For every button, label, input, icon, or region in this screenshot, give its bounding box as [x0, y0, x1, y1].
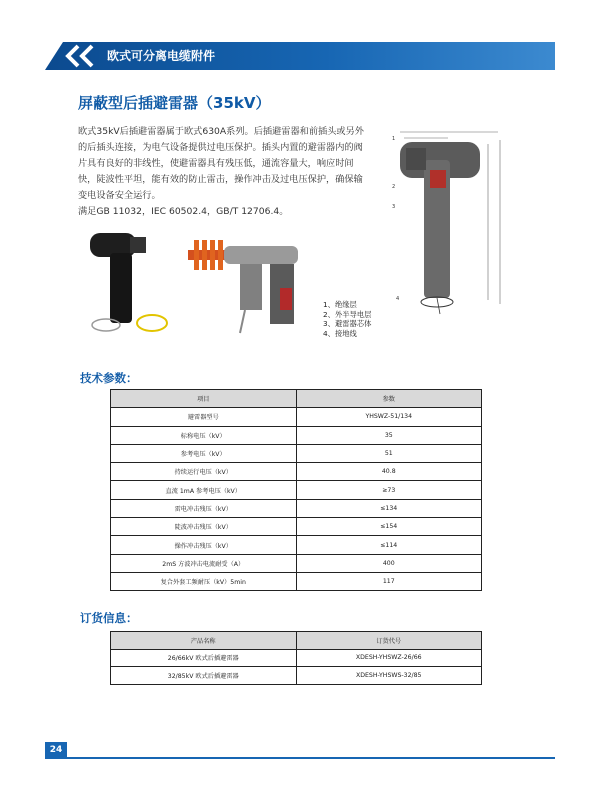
table-cell: 操作冲击残压（kV）: [111, 536, 297, 554]
table-cell: XDESH-YHSWZ-26/66: [296, 649, 482, 667]
page-title: 屏蔽型后插避雷器（35kV）: [78, 94, 271, 112]
table-cell: 直流 1mA 参考电压（kV）: [111, 481, 297, 499]
table-cell: ≤134: [296, 499, 482, 517]
table-row: [111, 444, 482, 462]
table-header-row: [111, 632, 482, 650]
page-number: 24: [45, 742, 67, 759]
table-cell: 参考电压（kV）: [111, 444, 297, 462]
table-cell: ≤114: [296, 536, 482, 554]
table-cell: 32/85kV 欧式后插避雷器: [111, 667, 297, 685]
tech-params-heading: 技术参数：: [80, 371, 138, 385]
column-header: 产品名称: [111, 632, 297, 650]
table-row: [111, 426, 482, 444]
table-cell: ≥73: [296, 481, 482, 499]
component-legend: [323, 300, 371, 338]
table-cell: 陡波冲击残压（kV）: [111, 518, 297, 536]
table-cell: 复合外套工频耐压（kV）5min: [111, 572, 297, 590]
legend-item: 4、接地线: [323, 328, 357, 338]
header-notch: [45, 42, 63, 70]
table-row: [111, 499, 482, 517]
table-cell: XDESH-YHSWS-32/85: [296, 667, 482, 685]
column-header: 项目: [111, 390, 297, 408]
table-row: [111, 408, 482, 426]
table-row: [111, 481, 482, 499]
table-cell: 避雷器型号: [111, 408, 297, 426]
intro-text: [78, 124, 370, 220]
table-row: [111, 536, 482, 554]
table-cell: ≤154: [296, 518, 482, 536]
diagram-label-1: 1: [392, 136, 396, 142]
table-cell: YHSWZ-51/134: [296, 408, 482, 426]
diagram-label-4: 4: [396, 296, 400, 302]
legend-item: 3、避雷器芯体: [323, 319, 372, 328]
intro-paragraph: 欧式35kV后插避雷器属于欧式630A系列。后插避雷器和前插头或另外的后插头连接，为电气设备提供过电压保护。插头内置的避雷器内的阀片具有良好的非线性，使避雷器具有残压低，通流容量大，响应时间快，陡波性平坦，能有效的防止雷击，操作冲击及过电压保护，确保输变电设备安全运行。: [78, 126, 364, 201]
table-header-row: [111, 390, 482, 408]
table-cell: 400: [296, 554, 482, 572]
product-photo-black-arrester: [82, 225, 172, 340]
table-cell: 40.8: [296, 463, 482, 481]
table-cell: 117: [296, 572, 482, 590]
footer-rule: [45, 757, 555, 759]
table-cell: 持续运行电压（kV）: [111, 463, 297, 481]
legend-item: 1、绝缘层: [323, 300, 357, 309]
table-row: [111, 518, 482, 536]
spec-table: [110, 389, 482, 591]
table-row: [111, 572, 482, 590]
order-info-heading: 订货信息：: [80, 611, 138, 625]
table-row: [111, 667, 482, 685]
legend-item: 2、外半导电层: [323, 309, 372, 319]
table-cell: 2mS 方波冲击电流耐受（A）: [111, 554, 297, 572]
header-title: 欧式可分离电缆附件: [107, 49, 216, 63]
column-header: 参数: [296, 390, 482, 408]
order-table: [110, 631, 482, 685]
table-cell: 雷电冲击残压（kV）: [111, 499, 297, 517]
cross-section-drawing: [378, 118, 518, 318]
table-cell: 26/66kV 欧式后插避雷器: [111, 649, 297, 667]
column-header: 订货代号: [296, 632, 482, 650]
table-cell: 35: [296, 426, 482, 444]
chevron-icon: [62, 44, 102, 73]
table-cell: 标称电压（kV）: [111, 426, 297, 444]
intro-standards: 满足GB 11032，IEC 60502.4，GB/T 12706.4。: [78, 206, 289, 217]
diagram-label-3: 3: [392, 204, 396, 210]
table-cell: 51: [296, 444, 482, 462]
product-photo-cutaway-arrester: [180, 228, 315, 348]
table-row: [111, 463, 482, 481]
diagram-label-2: 2: [392, 184, 396, 190]
table-row: [111, 554, 482, 572]
table-row: [111, 649, 482, 667]
